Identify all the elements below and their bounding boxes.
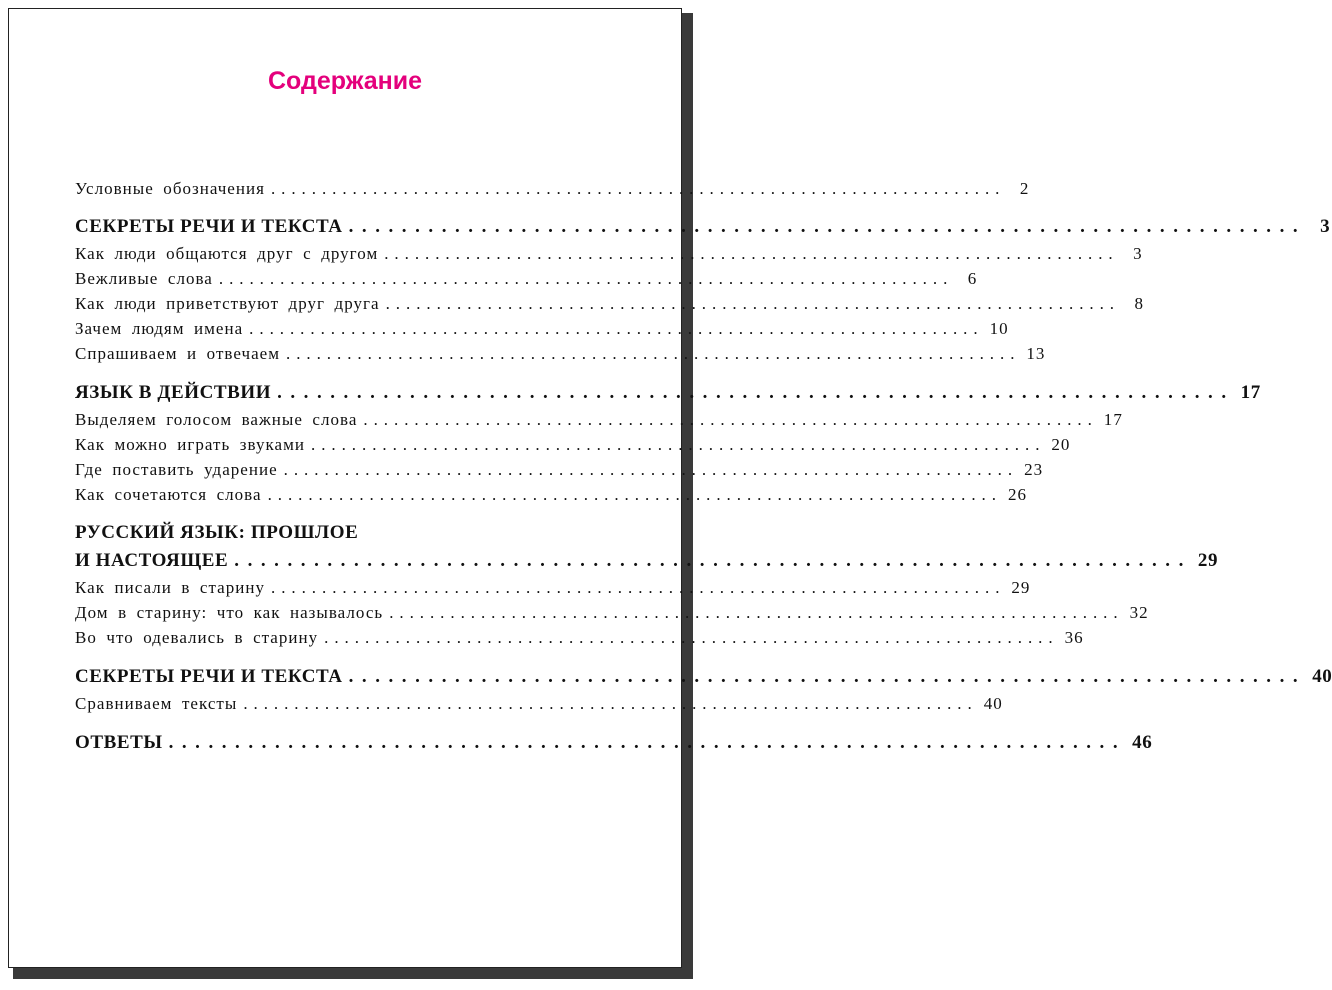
toc-entry xyxy=(75,344,1046,368)
toc-entry-page: 2 xyxy=(1019,179,1030,198)
toc-leader-dots: ........................................................................ xyxy=(363,410,1098,429)
page xyxy=(8,8,1332,968)
toc-leader-dots: ........................................................................ xyxy=(267,485,1002,504)
toc-entry-page: 10 xyxy=(989,319,1009,338)
toc-section xyxy=(75,666,1332,690)
toc-entry-title: Спрашиваем и отвечаем xyxy=(75,344,280,363)
toc-entry xyxy=(75,179,1030,203)
toc-entry xyxy=(75,244,1143,268)
toc-entry-page: 17 xyxy=(1103,410,1123,429)
toc-section-page: 17 xyxy=(1240,382,1261,403)
toc-entry xyxy=(75,460,1044,484)
toc-section-title: СЕКРЕТЫ РЕЧИ И ТЕКСТА xyxy=(75,666,343,687)
toc-leader-dots: ........................................................................ xyxy=(286,344,1021,363)
toc-section-title: СЕКРЕТЫ РЕЧИ И ТЕКСТА xyxy=(75,216,343,237)
toc-entry-page: 6 xyxy=(967,269,978,288)
toc-entry-page: 32 xyxy=(1129,603,1149,622)
toc-leader-dots: ........................................................................ xyxy=(218,269,954,288)
toc-entry-title: Как люди общаются друг с другом xyxy=(75,244,379,263)
toc-leader-dots: ........................................................................ xyxy=(385,294,1121,313)
toc-section-title-line1: РУССКИЙ ЯЗЫК: ПРОШЛОЕ xyxy=(75,522,359,543)
toc-leader-dots: ........................................................................ xyxy=(348,666,1307,687)
toc-entry xyxy=(75,628,1084,652)
toc-leader-dots: ........................................................................ xyxy=(348,216,1307,237)
toc-entry xyxy=(75,435,1071,459)
toc-leader-dots: ........................................................................ xyxy=(324,628,1059,647)
toc-entry-page: 36 xyxy=(1064,628,1084,647)
toc-entry-title: Во что одевались в старину xyxy=(75,628,319,647)
toc-entry-title: Где поставить ударение xyxy=(75,460,278,479)
toc-section xyxy=(75,550,1219,574)
toc-leader-dots: ........................................................................ xyxy=(311,435,1046,454)
toc-leader-dots: ........................................................................ xyxy=(283,460,1019,479)
toc-section-title-line2: И НАСТОЯЩЕЕ xyxy=(75,550,229,571)
toc-section-title: ЯЗЫК В ДЕЙСТВИИ xyxy=(75,382,272,403)
toc-section-page: 29 xyxy=(1197,550,1219,571)
toc-leader-dots: ........................................................................ xyxy=(277,382,1235,403)
toc-entry-title: Зачем людям имена xyxy=(75,319,244,338)
toc-entry-page: 3 xyxy=(1133,244,1143,263)
toc-leader-dots: ........................................................................ xyxy=(270,179,1006,198)
toc-entry-page: 26 xyxy=(1007,485,1028,504)
toc-entry xyxy=(75,694,1003,718)
toc-entry xyxy=(75,319,1009,343)
toc-entry-page: 40 xyxy=(983,694,1003,713)
toc-entry xyxy=(75,269,978,293)
toc-section-page: 40 xyxy=(1312,666,1332,687)
toc-leader-dots: ........................................................................ xyxy=(389,603,1124,622)
toc-leader-dots: ........................................................................ xyxy=(168,732,1127,753)
toc-entry xyxy=(75,603,1149,627)
toc-entry-page: 13 xyxy=(1026,344,1046,363)
toc-entry xyxy=(75,485,1028,509)
toc-entry-page: 8 xyxy=(1134,294,1145,313)
toc-entry-title: Дом в старину: что как называлось xyxy=(75,603,384,622)
toc-entry xyxy=(75,410,1123,434)
toc-section xyxy=(75,732,1153,756)
toc-section-page: 46 xyxy=(1132,732,1153,753)
toc-leader-dots: ........................................................................ xyxy=(234,550,1192,571)
toc-entry-title: Условные обозначения xyxy=(75,179,265,198)
page-title: Содержание xyxy=(267,67,423,95)
toc-entry-title: Как сочетаются слова xyxy=(75,485,262,504)
toc-entry-title: Вежливые слова xyxy=(75,269,213,288)
toc-leader-dots: ........................................................................ xyxy=(243,694,978,713)
toc-entry-title: Как можно играть звуками xyxy=(75,435,305,454)
toc-section xyxy=(75,216,1331,240)
toc-leader-dots: ........................................................................ xyxy=(271,578,1006,597)
toc-entry-page: 29 xyxy=(1011,578,1031,597)
toc-entry-title: Сравниваем тексты xyxy=(75,694,238,713)
toc-section-title: ОТВЕТЫ xyxy=(75,732,163,753)
toc-entry-title: Как люди приветствуют друг друга xyxy=(75,294,380,313)
toc-leader-dots: ........................................................................ xyxy=(249,319,984,338)
toc-entry xyxy=(75,578,1031,602)
toc-section xyxy=(75,382,1261,406)
toc-leader-dots: ........................................................................ xyxy=(384,244,1119,263)
toc-entry-page: 20 xyxy=(1051,435,1071,454)
toc-entry-title: Как писали в старину xyxy=(75,578,265,597)
toc-entry xyxy=(75,294,1145,318)
toc-entry-page: 23 xyxy=(1024,460,1044,479)
toc-section-page: 3 xyxy=(1320,216,1331,237)
toc-entry-title: Выделяем голосом важные слова xyxy=(75,410,358,429)
